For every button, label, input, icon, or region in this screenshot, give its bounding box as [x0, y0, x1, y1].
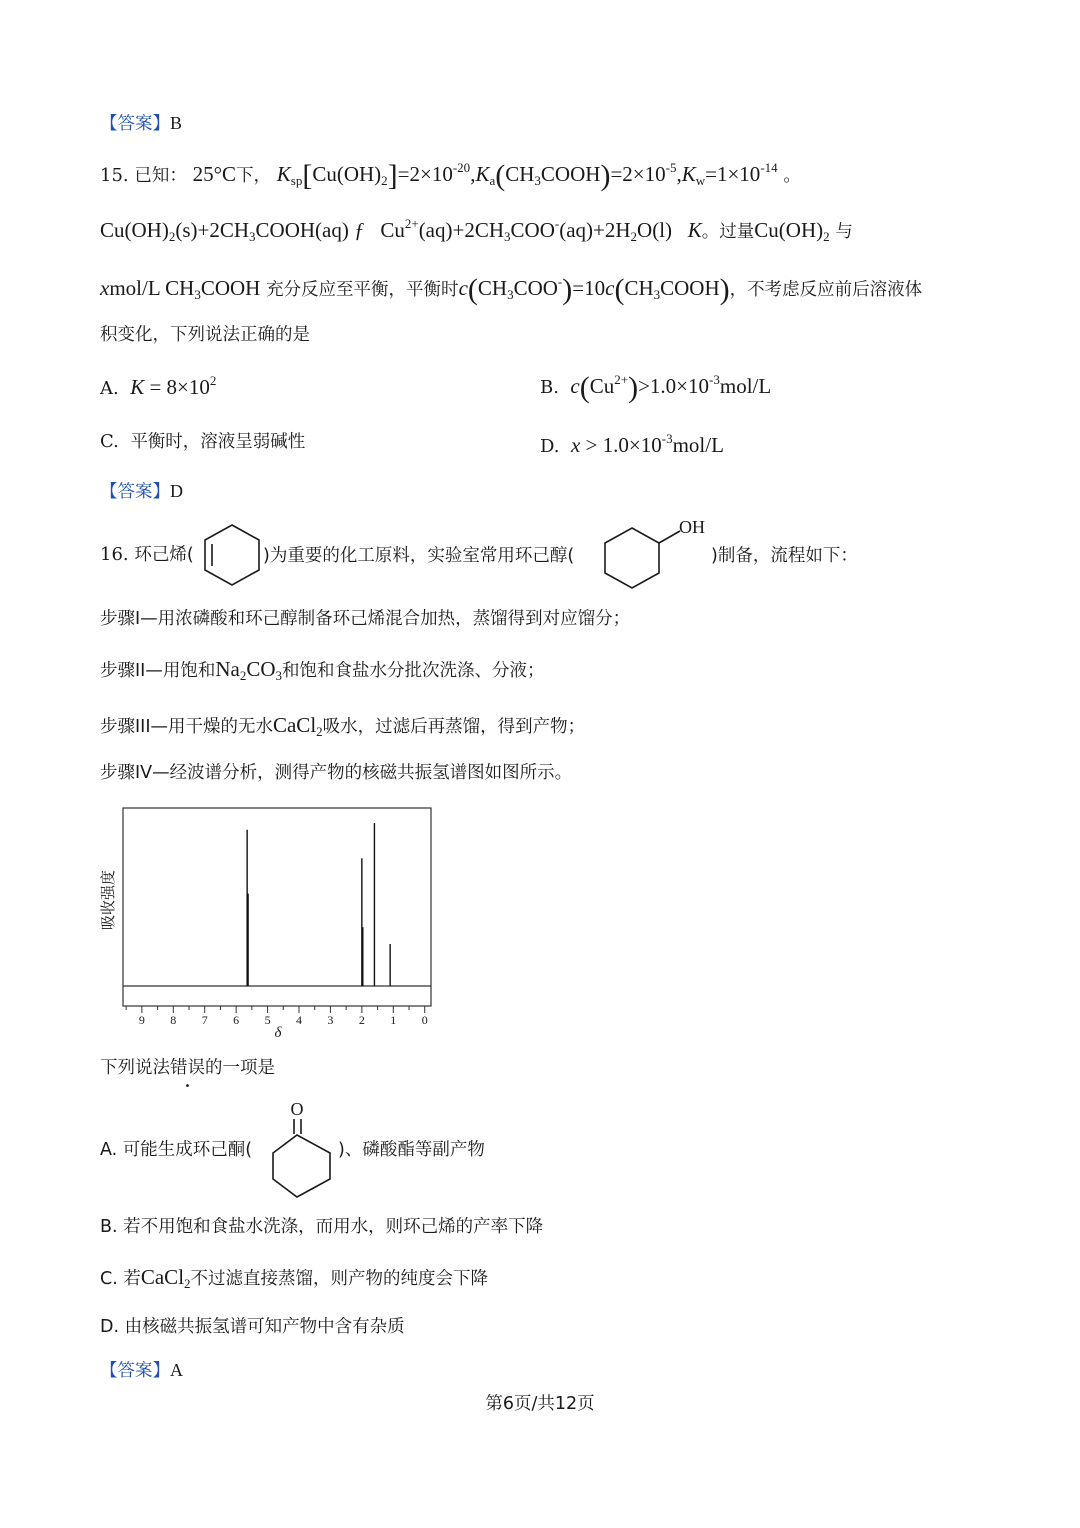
- x-tick-label: 5: [264, 1013, 271, 1027]
- q15-reaction: $Cu(OH)_2(s)+2CH_3COOH(aq)$ ƒ $Cu^{2+}(aq)+2CH_3COO^-(aq)+2H_2O(l)$ K。过量$Cu(OH)_2$ 与: [100, 216, 853, 244]
- x-tick-label: 2: [358, 1013, 365, 1027]
- q15-answer: [100, 481, 183, 503]
- q16-option-a-pre: A. 可能生成环己酮(: [100, 1140, 253, 1160]
- step3-pre: 步骤III—用干燥的无水: [100, 717, 273, 737]
- q16-prefix: 环己烯(: [134, 545, 194, 565]
- option-c-reagent: CaCl$_2$: [140, 1265, 191, 1291]
- q15-line1: [100, 158, 801, 194]
- x-tick-label: 3: [327, 1013, 334, 1027]
- q16-answer: [100, 1360, 183, 1382]
- q15-line3-tail: ，不考虑反应前后溶液体: [729, 280, 923, 300]
- q15-number: 15.: [100, 165, 129, 186]
- x-tick-label: 7: [201, 1013, 208, 1027]
- q16-number: 16.: [100, 544, 129, 565]
- q15-option-b: [540, 370, 771, 406]
- q16-step1: 步骤I—用浓磷酸和环己醇制备环己烯混合加热，蒸馏得到对应馏分；: [100, 609, 631, 629]
- x-tick-label: 4: [296, 1013, 302, 1027]
- q15-reaction-middle: 过量: [719, 222, 755, 242]
- q16-step4: 步骤IV—经波谱分析，测得产物的核磁共振氢谱图如图所示。: [100, 763, 573, 783]
- step3-post: 吸水，过滤后再蒸馏，得到产物；: [322, 717, 586, 737]
- answer-value: D: [170, 481, 183, 501]
- q15-reaction-tail: 与: [835, 222, 853, 242]
- option-d-label: D.: [540, 436, 560, 457]
- answer-label: 【答案】: [100, 1361, 170, 1381]
- q16-question: [100, 1058, 275, 1079]
- peaks: [247, 823, 390, 986]
- x-tick-label: 0: [421, 1013, 428, 1027]
- q16-option-c: [100, 1265, 488, 1292]
- q15-temp: 25°C: [192, 162, 237, 186]
- q15-line3-mid: 充分反应至平衡，平衡时: [266, 280, 459, 300]
- answer-value: A: [170, 1360, 183, 1380]
- answer-label: 【答案】: [100, 114, 170, 134]
- q15-equilibrium-condition: $c(CH_3COO^-)=10c(CH_3COOH)$: [458, 273, 730, 306]
- reaction-equation: $Cu(OH)_2(s)+2CH_3COOH(aq)$ ƒ $Cu^{2+}(aq)+2CH_3COO^-(aq)+2H_2O(l)$ K: [100, 216, 702, 244]
- step2-pre: 步骤II—用饱和: [100, 661, 216, 681]
- q16-step2: [100, 657, 545, 684]
- q16-middle: )为重要的化工原料，实验室常用环己醇(: [263, 546, 575, 566]
- nmr-spectrum-chart: [95, 800, 440, 1045]
- q15-line3: [100, 272, 922, 308]
- question-pre: 下列说法: [100, 1058, 170, 1078]
- question-post: 的一项是: [205, 1058, 275, 1078]
- option-c-text: 平衡时，溶液呈弱碱性: [130, 432, 306, 452]
- q15-option-a: [100, 373, 216, 400]
- q16-step3: [100, 713, 585, 740]
- cyclohexanone-structure: [268, 1098, 340, 1202]
- q15-constants: $K_{sp}[Cu(OH)_2]=2\times 10^{-20},K_a(CH_3COOH)=2\times 10^{-5},K_w=1\times 10^{-14}$: [276, 159, 778, 192]
- page-footer: 第6页/共12页: [485, 1394, 595, 1414]
- x-axis-label: δ: [274, 1025, 282, 1041]
- step2-post: 和饱和食盐水分批次洗涤、分液；: [282, 661, 545, 681]
- q16-option-b: B. 若不用饱和食盐水洗涤，而用水，则环己烯的产率下降: [100, 1217, 544, 1237]
- question-emphasis: 错误: [170, 1058, 205, 1078]
- q14-answer: [100, 113, 182, 135]
- reaction-reagent: $Cu(OH)_2$: [754, 218, 830, 244]
- plot-frame: [123, 808, 431, 1006]
- q15-temp-suffix: 下，: [236, 166, 272, 186]
- answer-label: 【答案】: [100, 482, 170, 502]
- step3-reagent: CaCl$_2$: [272, 713, 323, 739]
- q16-option-a-post: )、磷酸酯等副产物: [338, 1140, 485, 1160]
- answer-value: B: [170, 113, 183, 133]
- option-c-label: C.: [100, 431, 119, 452]
- option-a-label: A.: [100, 378, 119, 399]
- option-b-expr: $c(Cu^{2+})>1.0\times 10^{-3}mol/L$: [570, 371, 772, 404]
- option-b-label: B.: [540, 377, 559, 398]
- q15-line4: 积变化，下列说法正确的是: [100, 325, 310, 345]
- x-tick-label: 1: [390, 1013, 397, 1027]
- o-label: O: [290, 1099, 304, 1119]
- q16-line1: [100, 544, 194, 566]
- option-c-post: 不过滤直接蒸馏，则产物的纯度会下降: [190, 1269, 489, 1289]
- x-tick-label: 8: [170, 1013, 177, 1027]
- tick-labels: [139, 1013, 428, 1027]
- q15-concentration: xmol/L $CH_3COOH$: [100, 276, 261, 302]
- q16-option-d: D. 由核磁共振氢谱可知产物中含有杂质: [100, 1317, 405, 1337]
- option-d-expr: $x > 1.0\times 10^{-3}mol/L$: [570, 431, 724, 457]
- cyclohexanol-structure: [600, 516, 710, 592]
- oh-label: OH: [679, 517, 705, 537]
- q16-suffix: )制备，流程如下：: [711, 546, 858, 566]
- q15-intro: 已知：: [134, 166, 187, 186]
- cyclohexene-structure: [200, 522, 264, 588]
- step2-reagent: $Na_2CO_3$: [215, 657, 283, 683]
- q15-line1-tail: 。: [783, 166, 801, 186]
- option-c-pre: C. 若: [100, 1269, 141, 1289]
- y-axis-label: 吸收强度: [99, 869, 117, 931]
- q15-option-d: [540, 431, 724, 458]
- option-a-expr: $K = 8\times 10^2$: [130, 373, 217, 399]
- q15-option-c: [100, 431, 305, 453]
- x-tick-label: 9: [138, 1013, 145, 1027]
- x-tick-label: 6: [233, 1013, 240, 1027]
